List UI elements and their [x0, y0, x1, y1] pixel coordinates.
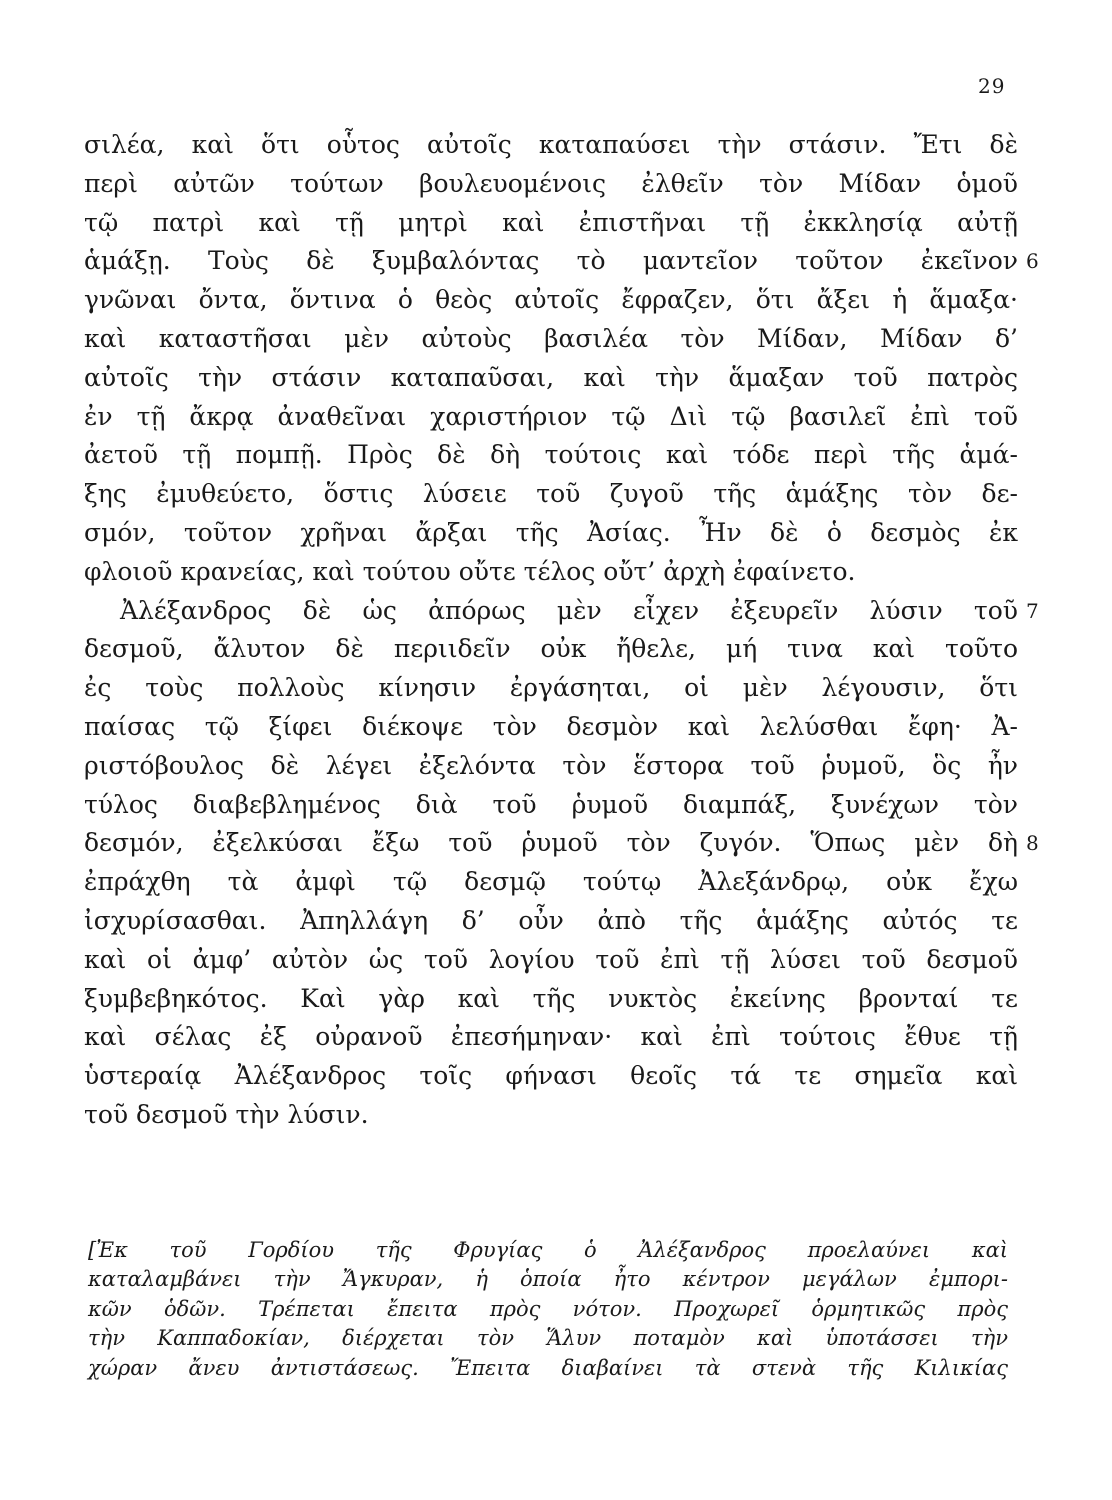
note-line: κῶν ὁδῶν. Τρέπεται ἔπειτα πρὸς νότον. Προχωρεῖ ὁρμητικῶς πρὸς [88, 1296, 1008, 1321]
text-line [84, 1018, 1024, 1057]
text-line-content: αὐτοῖς τὴν στάσιν καταπαῦσαι, καὶ τὴν ἅμαξαν τοῦ πατρὸς [84, 362, 1018, 392]
text-line-content: τύλος διαβεβλημένος διὰ τοῦ ῥυμοῦ διαμπάξ, ξυνέχων τὸν [84, 789, 1018, 819]
text-line [84, 941, 1024, 980]
text-line [84, 320, 1024, 359]
text-line-content: σιλέα, καὶ ὅτι οὗτος αὐτοῖς καταπαύσει τὴν στάσιν. Ἔτι δὲ [84, 130, 1018, 159]
text-line-content: τοῦ δεσμοῦ τὴν λύσιν. [84, 1099, 369, 1129]
text-line-content: ἀετοῦ τῇ πομπῇ. Πρὸς δὲ δὴ τούτοις καὶ τόδε περὶ τῆς ἁμά- [84, 440, 1018, 470]
text-line [84, 204, 1024, 243]
text-line [84, 514, 1024, 553]
text-line [84, 165, 1024, 204]
text-line [84, 553, 1024, 592]
text-line [84, 436, 1024, 475]
text-line [84, 281, 1024, 320]
text-line [84, 786, 1024, 825]
text-line-content: ξυμβεβηκότος. Καὶ γὰρ καὶ τῆς νυκτὸς ἐκείνης βρονταί τε [84, 983, 1018, 1013]
text-line-content: παίσας τῷ ξίφει διέκοψε τὸν δεσμὸν καὶ λελύσθαι ἔφη· Ἀ- [84, 711, 1018, 741]
text-line [84, 669, 1024, 708]
note-line: χώραν ἄνευ ἀντιστάσεως. Ἔπειτα διαβαίνει τὰ στενὰ τῆς Κιλικίας [88, 1355, 1008, 1380]
text-line-content: ἁμάξῃ. Τοὺς δὲ ξυμβαλόντας τὸ μαντεῖον τοῦτον ἐκεῖνον [84, 246, 1018, 276]
text-line-content: καὶ καταστῆσαι μὲν αὐτοὺς βασιλέα τὸν Μίδαν, Μίδαν δ’ [84, 323, 1018, 353]
text-line [84, 398, 1024, 437]
text-line [84, 475, 1024, 514]
text-line [84, 708, 1024, 747]
text-line-content: ριστόβουλος δὲ λέγει ἐξελόντα τὸν ἕστορα τοῦ ῥυμοῦ, ὃς ἦν [84, 750, 1018, 780]
editorial-note [88, 1236, 1008, 1383]
text-line-content: φλοιοῦ κρανείας, καὶ τούτου οὔτε τέλος οὔτ’ ἀρχὴ ἐφαίνετο. [84, 556, 856, 586]
text-line-content: ὑστεραίᾳ Ἀλέξανδρος τοῖς φήνασι θεοῖς τά τε σημεῖα καὶ [84, 1061, 1018, 1091]
text-line [84, 630, 1024, 669]
text-line-content: δεσμόν, ἐξελκύσαι ἔξω τοῦ ῥυμοῦ τὸν ζυγόν. Ὅπως μὲν δὴ [84, 828, 1018, 858]
main-text [84, 126, 1039, 1135]
text-line [84, 592, 1039, 631]
text-line [84, 242, 1039, 281]
text-line-content: σμόν, τοῦτον χρῆναι ἄρξαι τῆς Ἀσίας. Ἦν δὲ ὁ δεσμὸς ἐκ [84, 517, 1018, 547]
text-line-content: ξης ἐμυθεύετο, ὅστις λύσειε τοῦ ζυγοῦ τῆς ἁμάξης τὸν δε- [84, 479, 1018, 509]
text-line-content: γνῶναι ὄντα, ὅντινα ὁ θεὸς αὐτοῖς ἔφραζεν, ὅτι ἄξει ἡ ἅμαξα· [84, 285, 1018, 315]
text-line-content: δεσμοῦ, ἄλυτον δὲ περιιδεῖν οὐκ ἤθελε, μή τινα καὶ τοῦτο [84, 634, 1018, 664]
section-number: 7 [1026, 598, 1039, 623]
text-line [84, 863, 1024, 902]
text-line [84, 1057, 1024, 1096]
text-line [84, 359, 1024, 398]
text-line [84, 902, 1024, 941]
text-line-content: Ἀλέξανδρος δὲ ὡς ἀπόρως μὲν εἶχεν ἐξευρεῖν λύσιν τοῦ [120, 595, 1018, 625]
text-line [84, 980, 1024, 1019]
page-number: 29 [978, 74, 1006, 98]
text-line [84, 824, 1039, 863]
text-line-content: καὶ σέλας ἐξ οὐρανοῦ ἐπεσήμηναν· καὶ ἐπὶ τούτοις ἔθυε τῇ [84, 1022, 1018, 1052]
text-line-content: ἐς τοὺς πολλοὺς κίνησιν ἐργάσηται, οἱ μὲν λέγουσιν, ὅτι [84, 673, 1018, 703]
text-line-content: ἐπράχθη τὰ ἀμφὶ τῷ δεσμῷ τούτῳ Ἀλεξάνδρῳ, οὐκ ἔχω [84, 867, 1018, 897]
text-line-content: περὶ αὐτῶν τούτων βουλευομένοις ἐλθεῖν τὸν Μίδαν ὁμοῦ [84, 168, 1018, 198]
note-line: [Ἐκ τοῦ Γορδίου τῆς Φρυγίας ὁ Ἀλέξανδρος προελαύνει καὶ [88, 1238, 1008, 1262]
note-line: καταλαμβάνει τὴν Ἄγκυραν, ἡ ὁποία ἦτο κέντρον μεγάλων ἐμπορι- [88, 1267, 1008, 1292]
text-line [84, 747, 1024, 786]
text-line-content: καὶ οἱ ἀμφ’ αὐτὸν ὡς τοῦ λογίου τοῦ ἐπὶ τῇ λύσει τοῦ δεσμοῦ [84, 944, 1018, 974]
text-line [84, 126, 1024, 165]
section-number: 8 [1026, 831, 1039, 856]
text-line-content: τῷ πατρὶ καὶ τῇ μητρὶ καὶ ἐπιστῆναι τῇ ἐκκλησίᾳ αὐτῇ [84, 207, 1018, 237]
text-line-content: ἐν τῇ ἄκρᾳ ἀναθεῖναι χαριστήριον τῷ Διὶ τῷ βασιλεῖ ἐπὶ τοῦ [84, 401, 1018, 431]
note-line: τὴν Καππαδοκίαν, διέρχεται τὸν Ἅλυν ποταμὸν καὶ ὑποτάσσει τὴν [88, 1326, 1008, 1351]
text-line [84, 1096, 1024, 1135]
text-line-content: ἰσχυρίσασθαι. Ἀπηλλάγη δ’ οὖν ἀπὸ τῆς ἁμάξης αὐτός τε [84, 905, 1018, 935]
section-number: 6 [1026, 249, 1039, 274]
